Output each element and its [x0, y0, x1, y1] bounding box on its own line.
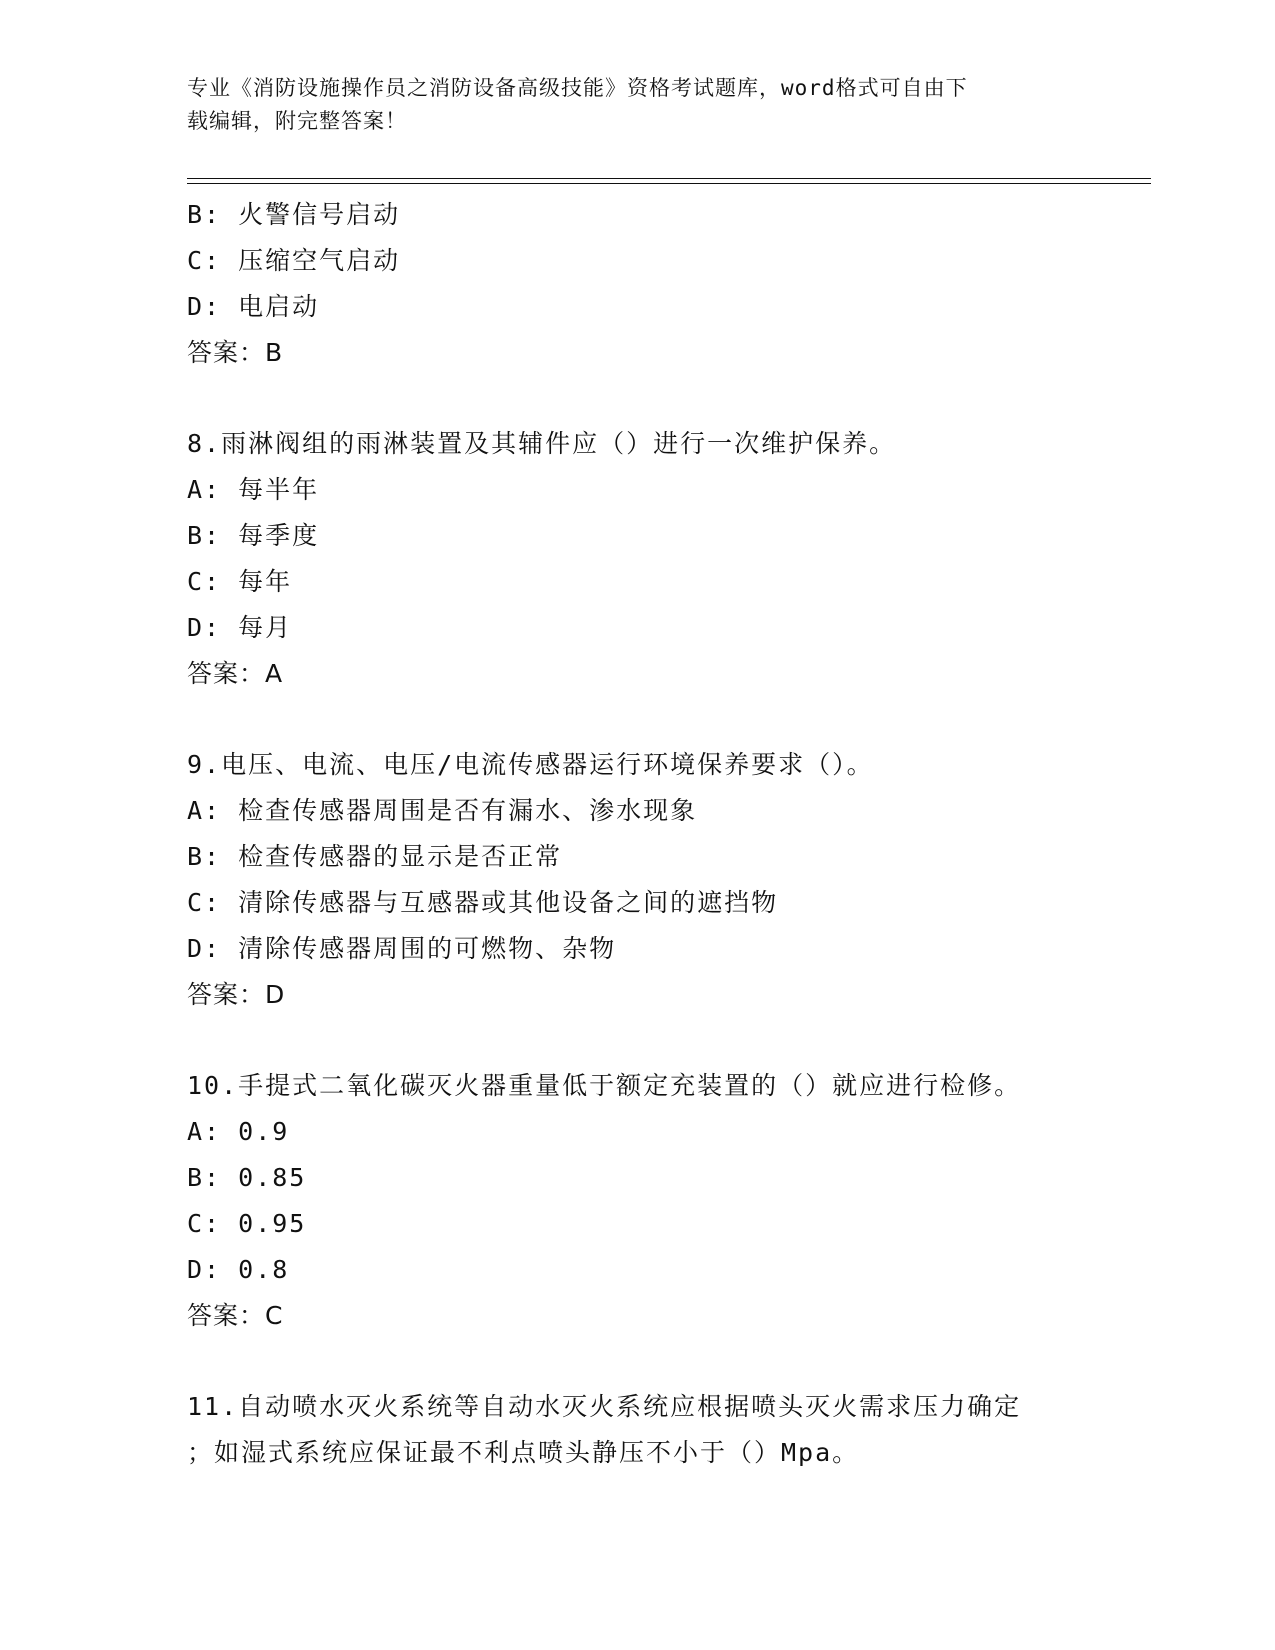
- option-c: C: 清除传感器与互感器或其他设备之间的遮挡物: [187, 888, 779, 917]
- answer-label: 答案：B: [187, 338, 284, 367]
- option-b: B: 每季度: [187, 521, 320, 550]
- question-stem: 10.手提式二氧化碳灭火器重量低于额定充装置的（）就应进行检修。: [187, 1071, 1022, 1100]
- question-stem: 9.电压、电流、电压/电流传感器运行环境保养要求（）。: [187, 750, 874, 779]
- answer-label: 答案：A: [187, 659, 284, 688]
- header-line-2: 载编辑，附完整答案！: [187, 109, 407, 133]
- option-c: C: 每年: [187, 567, 293, 596]
- question-9: [187, 742, 1087, 1018]
- option-a: A: 每半年: [187, 475, 320, 504]
- option-c: C: 压缩空气启动: [187, 246, 401, 275]
- question-stem-line-2: ；如湿式系统应保证最不利点喷头静压不小于（）Mpa。: [187, 1438, 860, 1467]
- answer-label: 答案：C: [187, 1301, 284, 1330]
- option-c: C: 0.95: [187, 1209, 307, 1238]
- question-list: [187, 192, 1087, 1476]
- option-a: A: 0.9: [187, 1117, 290, 1146]
- question-8: [187, 421, 1087, 697]
- document-header: [187, 72, 1067, 138]
- header-divider-top: [187, 178, 1151, 179]
- option-d: D: 清除传感器周围的可燃物、杂物: [187, 934, 617, 963]
- header-divider-bottom: [187, 183, 1151, 184]
- option-a: A: 检查传感器周围是否有漏水、渗水现象: [187, 796, 698, 825]
- header-line-1: 专业《消防设施操作员之消防设备高级技能》资格考试题库，word格式可自由下: [187, 76, 968, 100]
- option-b: B: 0.85: [187, 1163, 307, 1192]
- question-stem: 8.雨淋阀组的雨淋装置及其辅件应（）进行一次维护保养。: [187, 429, 897, 458]
- question-11: [187, 1384, 1087, 1476]
- question-10: [187, 1063, 1087, 1339]
- option-d: D: 0.8: [187, 1255, 290, 1284]
- option-b: B: 检查传感器的显示是否正常: [187, 842, 563, 871]
- option-d: D: 电启动: [187, 292, 320, 321]
- question-7-continued: [187, 192, 1087, 376]
- option-b: B: 火警信号启动: [187, 200, 401, 229]
- question-stem-line-1: 11.自动喷水灭火系统等自动水灭火系统应根据喷头灭火需求压力确定: [187, 1392, 1022, 1421]
- answer-label: 答案：D: [187, 980, 286, 1009]
- option-d: D: 每月: [187, 613, 293, 642]
